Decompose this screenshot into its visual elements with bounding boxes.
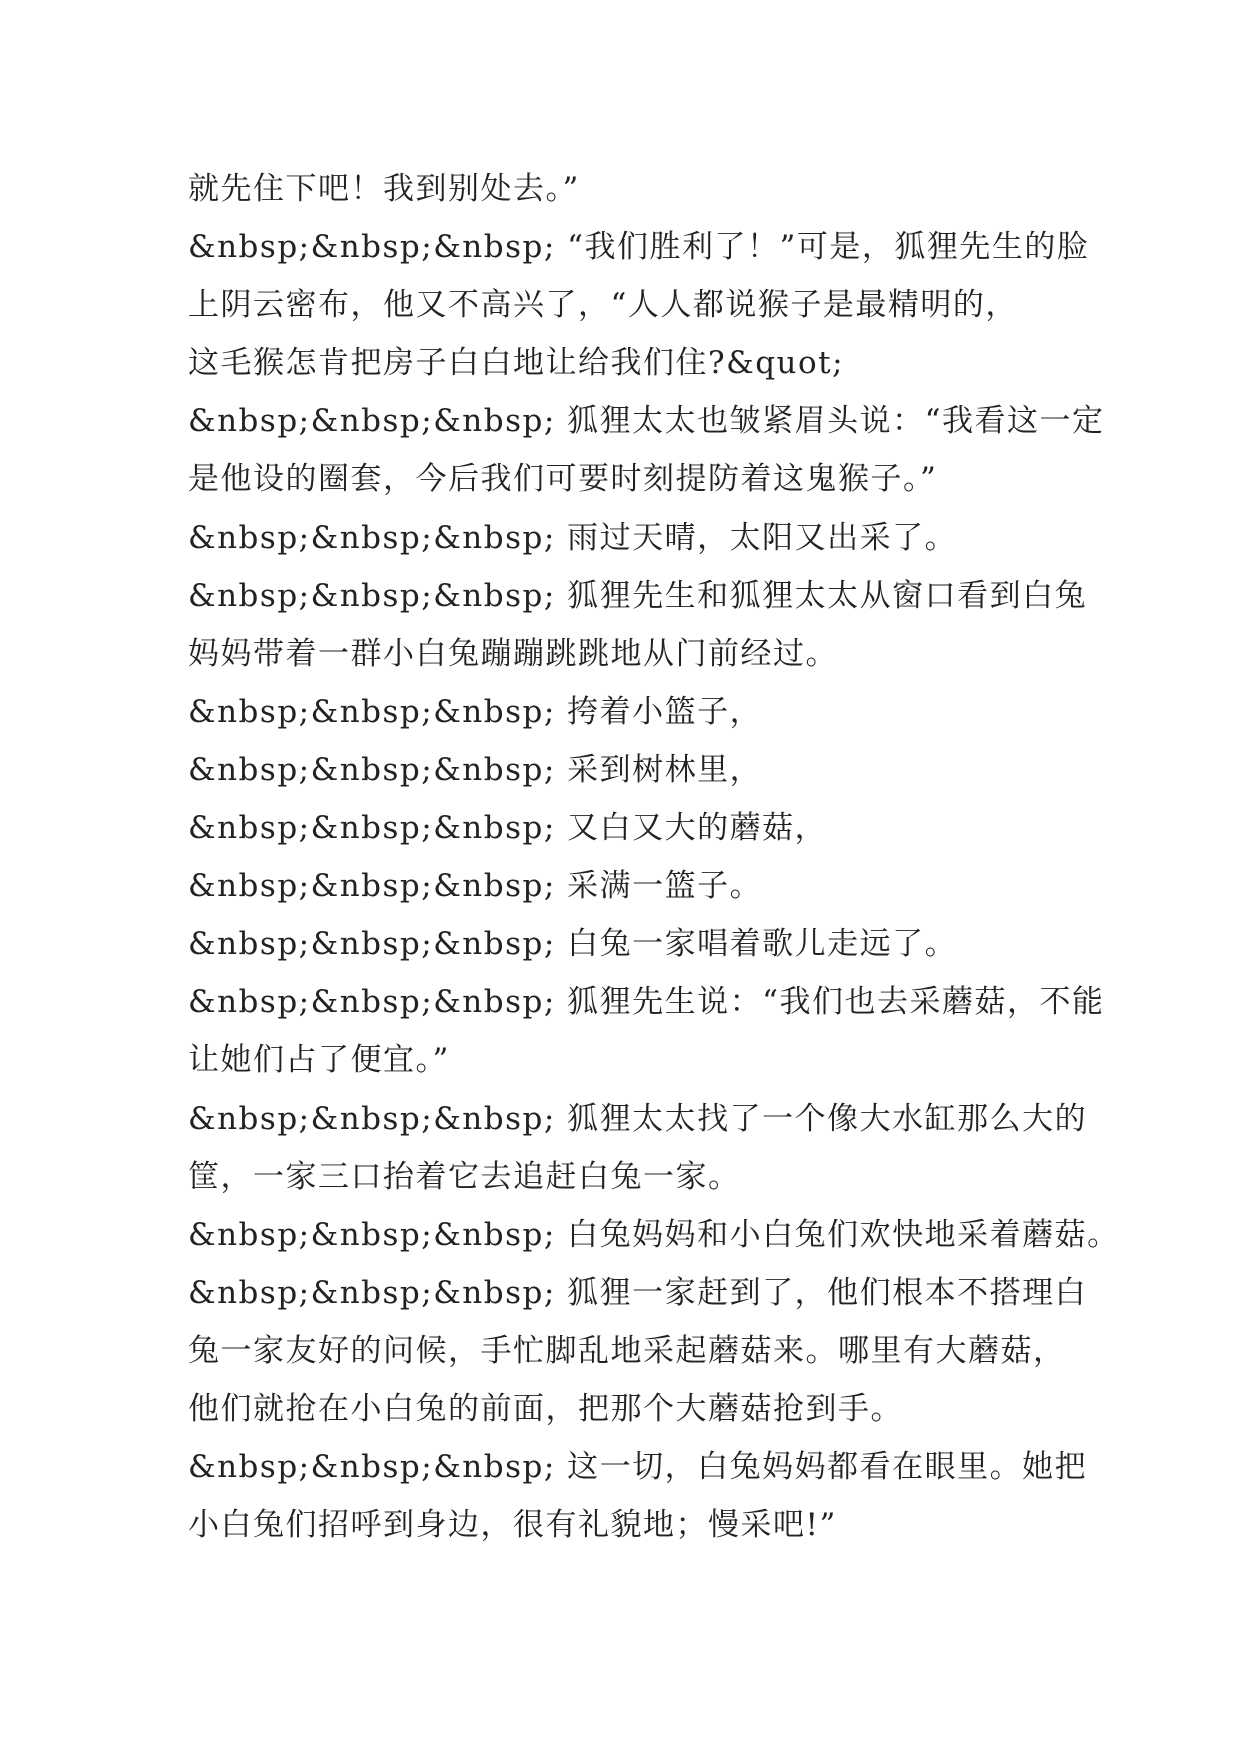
text-line: 这毛猴怎肯把房子白白地让给我们住?&quot; — [188, 345, 845, 382]
text-line: 小白兔们招呼到身边，很有礼貌地；慢采吧!” — [188, 1507, 837, 1544]
text-line: &nbsp;&nbsp;&nbsp; 又白又大的蘑菇， — [188, 810, 828, 847]
document-body — [188, 160, 1120, 1554]
text-line: &nbsp;&nbsp;&nbsp; 狐狸先生说：“我们也去采蘑菇，不能 — [188, 984, 1105, 1021]
text-line: 妈妈带着一群小白兔蹦蹦跳跳地从门前经过。 — [188, 635, 838, 672]
text-line: &nbsp;&nbsp;&nbsp; 挎着小篮子， — [188, 693, 763, 730]
text-line: 兔一家友好的问候，手忙脚乱地采起蘑菇来。哪里有大蘑菇， — [188, 1332, 1066, 1369]
text-line: &nbsp;&nbsp;&nbsp; 狐狸先生和狐狸太太从窗口看到白兔 — [188, 577, 1088, 614]
text-line: 就先住下吧！我到别处去。” — [188, 171, 580, 207]
text-line: &nbsp;&nbsp;&nbsp; 这一切，白兔妈妈都看在眼里。她把 — [188, 1449, 1088, 1486]
text-line: 上阴云密布，他又不高兴了，“人人都说猴子是最精明的， — [188, 287, 1018, 324]
text-line: &nbsp;&nbsp;&nbsp; “我们胜利了！”可是，狐狸先生的脸 — [188, 229, 1090, 266]
text-line: &nbsp;&nbsp;&nbsp; 狐狸太太找了一个像大水缸那么大的 — [188, 1100, 1088, 1137]
text-line: &nbsp;&nbsp;&nbsp; 白兔妈妈和小白兔们欢快地采着蘑菇。 — [188, 1216, 1120, 1253]
text-line: 他们就抢在小白兔的前面，把那个大蘑菇抢到手。 — [188, 1390, 903, 1427]
text-line: 是他设的圈套，今后我们可要时刻提防着这鬼猴子。” — [188, 461, 938, 498]
text-line: &nbsp;&nbsp;&nbsp; 采到树林里， — [188, 751, 763, 788]
text-line: 让她们占了便宜。” — [188, 1042, 450, 1079]
text-line: &nbsp;&nbsp;&nbsp; 狐狸一家赶到了，他们根本不搭理白 — [188, 1274, 1088, 1311]
text-line: &nbsp;&nbsp;&nbsp; 采满一篮子。 — [188, 868, 763, 905]
text-line: &nbsp;&nbsp;&nbsp; 雨过天晴，太阳又出采了。 — [188, 519, 958, 556]
text-line: 筐，一家三口抬着它去追赶白兔一家。 — [188, 1158, 741, 1195]
text-line: &nbsp;&nbsp;&nbsp; 白兔一家唱着歌儿走远了。 — [188, 926, 958, 963]
text-line: &nbsp;&nbsp;&nbsp; 狐狸太太也皱紧眉头说：“我看这一定 — [188, 403, 1105, 440]
